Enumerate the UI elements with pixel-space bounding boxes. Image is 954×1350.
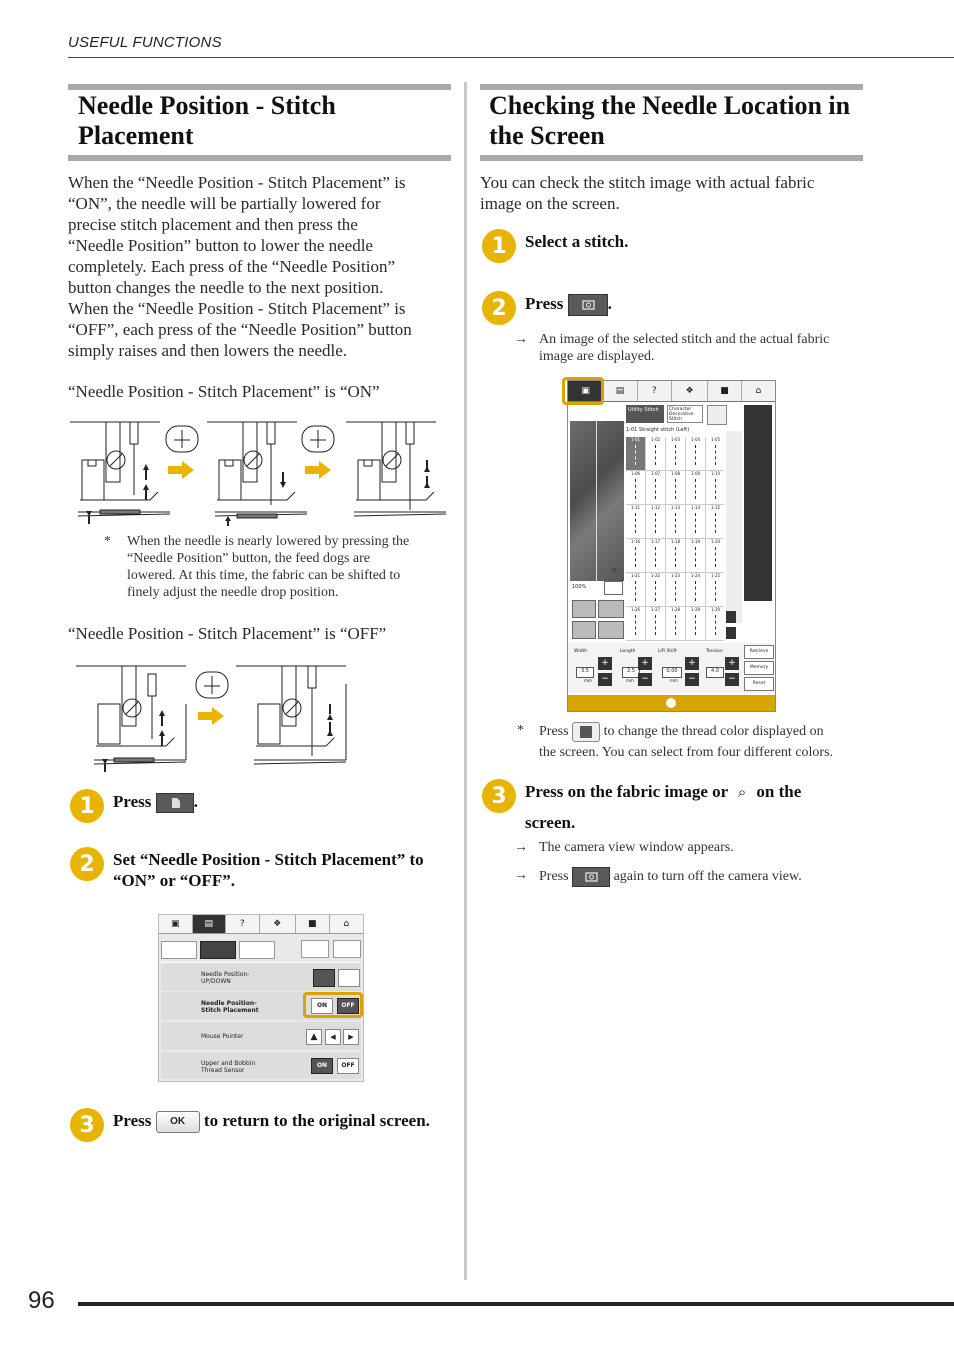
stitch-cell[interactable] bbox=[706, 437, 725, 470]
stitch-code: 1-02 bbox=[650, 437, 661, 442]
stitch-code: 1-09 bbox=[690, 471, 701, 476]
stitch-cell[interactable] bbox=[706, 471, 725, 504]
stitch-pattern-icon bbox=[635, 581, 637, 601]
thread-color-note: Press to change the thread color displayed on the screen. You can select from four different colors. bbox=[539, 722, 879, 761]
stitch-code: 1-16 bbox=[630, 539, 641, 544]
stitch-code: 1-22 bbox=[650, 573, 661, 578]
stitch-cell[interactable] bbox=[686, 437, 705, 470]
shift-plus-button[interactable]: + bbox=[685, 657, 699, 670]
stitch-grid bbox=[626, 437, 724, 641]
stitch-pattern-icon bbox=[655, 547, 657, 567]
stitch-cell[interactable] bbox=[706, 539, 725, 572]
stitch-code: 1-05 bbox=[710, 437, 721, 442]
stitch-pattern-icon bbox=[635, 615, 637, 635]
tension-plus-button[interactable]: + bbox=[725, 657, 739, 670]
stitch-cell[interactable] bbox=[666, 607, 685, 640]
stitch-cell[interactable] bbox=[686, 573, 705, 606]
lcd-bottom-bar bbox=[568, 695, 775, 711]
column-divider bbox=[464, 82, 467, 1280]
camera-tab-icon[interactable]: ▣ bbox=[568, 381, 603, 401]
stitch-pattern-icon bbox=[675, 615, 677, 635]
stitch-code: 1-20 bbox=[710, 539, 721, 544]
stitch-code: 1-28 bbox=[670, 607, 681, 612]
step-3-result-b: Press again to turn off the camera view. bbox=[539, 867, 802, 887]
stitch-icon-column bbox=[726, 431, 742, 623]
stitch-pattern-icon bbox=[675, 547, 677, 567]
stitch-cell[interactable] bbox=[626, 539, 645, 572]
home-tab-icon[interactable]: ⌂ bbox=[343, 919, 350, 929]
needle-on-illustration bbox=[70, 420, 450, 528]
stitch-code: 1-19 bbox=[690, 539, 701, 544]
needle-tab-icon[interactable]: ❖ bbox=[260, 915, 296, 933]
stitch-pattern-icon bbox=[655, 445, 657, 465]
sensor-off-button[interactable]: OFF bbox=[337, 1058, 359, 1074]
help-tab-icon[interactable]: ? bbox=[638, 381, 672, 401]
scroll-up-button[interactable] bbox=[726, 611, 736, 623]
stitch-pattern-icon bbox=[675, 445, 677, 465]
stitch-pattern-icon bbox=[655, 513, 657, 533]
arrow-marker: → bbox=[514, 840, 528, 855]
settings-row: Upper and Bobbin Thread Sensor ON OFF bbox=[161, 1052, 361, 1079]
stitch-cell[interactable] bbox=[666, 505, 685, 538]
shift-unit: mm bbox=[670, 678, 678, 683]
settings-screen bbox=[158, 914, 364, 1082]
settings-page-icon bbox=[157, 794, 193, 812]
magnify-icon[interactable]: ⌕ bbox=[612, 565, 617, 574]
stitch-code: 1-25 bbox=[710, 573, 721, 578]
stitch-code: 1-10 bbox=[710, 471, 721, 476]
stitch-pattern-icon bbox=[715, 445, 717, 465]
stitch-code: 1-03 bbox=[670, 437, 681, 442]
left-arrow-button[interactable]: ◀ bbox=[325, 1029, 341, 1045]
camera-button[interactable] bbox=[568, 294, 608, 316]
yellow-arrow bbox=[198, 707, 224, 725]
section-top-bar bbox=[480, 84, 863, 90]
tool-column bbox=[744, 405, 772, 601]
note-marker: * bbox=[517, 723, 524, 738]
view-button[interactable] bbox=[707, 405, 727, 425]
stitch-cell[interactable] bbox=[666, 539, 685, 572]
stitch-cell[interactable] bbox=[706, 607, 725, 640]
stitch-code: 1-29 bbox=[690, 607, 701, 612]
reset-button[interactable]: Reset bbox=[744, 677, 774, 691]
caption-off: “Needle Position - Stitch Placement” is “OFF” bbox=[68, 624, 387, 643]
tension-minus-button[interactable]: − bbox=[725, 673, 739, 686]
magnify-icon[interactable]: ⌕ bbox=[737, 783, 747, 801]
step-3-result-a: The camera view window appears. bbox=[539, 840, 734, 855]
width-plus-button[interactable]: + bbox=[598, 657, 612, 670]
step-3-number: 3 bbox=[70, 1108, 104, 1142]
right-intro: You can check the stitch image with actual fabric image on the screen. bbox=[480, 173, 815, 213]
lock-tab-icon[interactable]: ■ bbox=[708, 381, 741, 401]
off-button[interactable]: OFF bbox=[337, 998, 359, 1014]
stitch-pattern-icon bbox=[695, 581, 697, 601]
stitch-pattern-icon bbox=[635, 513, 637, 533]
home-tab-icon[interactable]: ⌂ bbox=[755, 386, 762, 396]
needle-up-down-button-2[interactable] bbox=[338, 969, 360, 987]
stitch-cell[interactable] bbox=[666, 471, 685, 504]
sensor-on-button[interactable]: ON bbox=[311, 1058, 333, 1074]
width-value: 3.5 bbox=[576, 667, 594, 678]
stitch-cell[interactable] bbox=[626, 471, 645, 504]
right-step-1-number: 1 bbox=[482, 229, 516, 263]
stitch-pattern-icon bbox=[655, 615, 657, 635]
page-number: 96 bbox=[28, 1287, 55, 1314]
settings-button[interactable] bbox=[156, 793, 194, 813]
fabric-image[interactable] bbox=[570, 421, 624, 581]
right-step-2-text: Press . bbox=[525, 293, 612, 316]
right-step-2-number: 2 bbox=[482, 291, 516, 325]
settings-row-stitch-placement: Needle Position- Stitch Placement ON OFF bbox=[161, 992, 361, 1020]
stitch-cell[interactable] bbox=[626, 573, 645, 606]
stitch-code: 1-24 bbox=[690, 573, 701, 578]
right-step-3-text: Press on the fabric image or ⌕ on the screen. bbox=[525, 782, 802, 832]
yellow-arrow bbox=[305, 461, 331, 479]
stitch-code: 1-04 bbox=[690, 437, 701, 442]
section-bottom-bar bbox=[480, 155, 863, 161]
stitch-code: 1-11 bbox=[630, 505, 641, 510]
stitch-pattern-icon bbox=[675, 513, 677, 533]
stitch-code: 1-01 bbox=[630, 437, 641, 442]
stitch-pattern-icon bbox=[715, 513, 717, 533]
stitch-pattern-icon bbox=[715, 479, 717, 499]
camera-icon bbox=[573, 868, 609, 886]
stitch-pattern-icon bbox=[675, 581, 677, 601]
stitch-pattern-icon bbox=[695, 615, 697, 635]
stitch-code: 1-30 bbox=[710, 607, 721, 612]
presser-foot-2 bbox=[207, 422, 307, 518]
stitch-cell[interactable] bbox=[646, 505, 665, 538]
stitch-pattern-icon bbox=[655, 479, 657, 499]
presser-foot-3 bbox=[346, 422, 446, 516]
thread-color-button[interactable] bbox=[604, 581, 623, 595]
stitch-cell[interactable] bbox=[706, 505, 725, 538]
stitch-code: 1-07 bbox=[650, 471, 661, 476]
needle-up-down-button-1[interactable] bbox=[313, 969, 335, 987]
stitch-pattern-icon bbox=[635, 547, 637, 567]
step-1-number: 1 bbox=[70, 789, 104, 823]
stitch-cell[interactable] bbox=[646, 471, 665, 504]
page-down-button[interactable] bbox=[333, 940, 361, 958]
shift-label: L/R Shift bbox=[658, 649, 677, 654]
stitch-cell[interactable] bbox=[646, 437, 665, 470]
stitch-pattern-icon bbox=[655, 581, 657, 601]
intro-paragraph: When the “Needle Position - Stitch Placement” is “ON”, the needle will be partially lowered for precise stitch placement and then press the “Needle Position” button to lower the needle completely. Each press of the “Needle Position” button changes the needle to the next position. When the “Needle Position - Stitch Placement” is “OFF”, each press of the “Needle Position” button simply raises and then lowers the needle. bbox=[68, 173, 412, 360]
stitch-cell[interactable] bbox=[646, 607, 665, 640]
stitch-code: 1-15 bbox=[710, 505, 721, 510]
stitch-cell[interactable] bbox=[686, 505, 705, 538]
stitch-code: 1-23 bbox=[670, 573, 681, 578]
step-2-text: Set “Needle Position - Stitch Placement” to “ON” or “OFF”. bbox=[113, 850, 424, 890]
lcd-screen bbox=[567, 380, 776, 712]
section-top-bar bbox=[68, 84, 451, 90]
length-minus-button[interactable]: − bbox=[638, 673, 652, 686]
length-plus-button[interactable]: + bbox=[638, 657, 652, 670]
presser-foot-1 bbox=[70, 422, 170, 516]
step-3-text: Press OK to return to the original screen. bbox=[113, 1110, 430, 1133]
needle-off-illustration bbox=[76, 664, 356, 774]
settings-tab-icon[interactable]: ▤ bbox=[603, 381, 637, 401]
stitch-pattern-icon bbox=[695, 547, 697, 567]
shift-value: 0.00 bbox=[662, 667, 682, 678]
scroll-indicator-icon bbox=[666, 698, 676, 708]
utility-stitch-tab[interactable]: Utility Stitch bbox=[626, 405, 664, 423]
caption-on: “Needle Position - Stitch Placement” is “ON” bbox=[68, 382, 380, 401]
footer-rule bbox=[78, 1302, 954, 1306]
stitch-cell[interactable] bbox=[626, 607, 645, 640]
yellow-arrow bbox=[168, 461, 194, 479]
length-label: Length bbox=[620, 649, 636, 654]
stitch-code: 1-13 bbox=[670, 505, 681, 510]
step-1-text: Press . bbox=[113, 791, 198, 813]
stitch-cell[interactable] bbox=[706, 573, 725, 606]
needle-drop-line bbox=[596, 421, 597, 581]
stitch-pattern-icon bbox=[695, 445, 697, 465]
stitch-cell[interactable] bbox=[686, 607, 705, 640]
section-title-needle-position: Needle Position - Stitch Placement bbox=[78, 91, 336, 150]
stitch-pattern-icon bbox=[695, 513, 697, 533]
down-button[interactable] bbox=[598, 621, 624, 639]
pointer-icon[interactable]: ▲ bbox=[306, 1029, 322, 1045]
highlight-frame bbox=[562, 377, 604, 405]
scissors-button[interactable] bbox=[598, 600, 624, 618]
right-arrow-button[interactable]: ▶ bbox=[343, 1029, 359, 1045]
stitch-pattern-icon bbox=[715, 547, 717, 567]
length-unit: mm bbox=[626, 678, 634, 683]
stitch-pattern-icon bbox=[715, 581, 717, 601]
tension-label: Tension bbox=[706, 649, 723, 654]
width-label: Width bbox=[574, 649, 588, 654]
needle-button[interactable] bbox=[572, 621, 596, 639]
stitch-code: 1-17 bbox=[650, 539, 661, 544]
page-tab-3[interactable] bbox=[239, 941, 275, 959]
stitch-code: 1-18 bbox=[670, 539, 681, 544]
footnote-text: When the needle is nearly lowered by pressing the “Needle Position” button, the feed dogs are lowered. At this time, the fabric can be shifted to finely adjust the needle drop position. bbox=[127, 534, 410, 600]
stitch-code: 1-06 bbox=[630, 471, 641, 476]
zoom-level: 100% bbox=[572, 584, 587, 590]
right-step-1-text: Select a stitch. bbox=[525, 232, 629, 251]
settings-tab-icon[interactable]: ▤ bbox=[193, 915, 227, 933]
section-title-needle-location: Checking the Needle Location in the Screen bbox=[489, 91, 851, 150]
page-tab-2[interactable] bbox=[200, 941, 236, 959]
stitch-code: 1-21 bbox=[630, 573, 641, 578]
settings-row: Needle Position- UP/DOWN bbox=[161, 962, 361, 991]
stitch-cell[interactable] bbox=[626, 505, 645, 538]
settings-row: Mouse Pointer ▲ ◀ ▶ bbox=[161, 1022, 361, 1050]
step-2-number: 2 bbox=[70, 847, 104, 881]
width-unit: mm bbox=[584, 678, 592, 683]
arrow-marker: → bbox=[514, 332, 528, 347]
thread-color-icon[interactable] bbox=[572, 722, 600, 742]
camera-tab-icon[interactable]: ▣ bbox=[159, 915, 193, 933]
settings-page-tabs bbox=[161, 941, 275, 959]
retrieve-button[interactable]: Retrieve bbox=[744, 645, 774, 659]
stitch-cell[interactable] bbox=[626, 437, 645, 470]
memory-button[interactable]: Memory bbox=[744, 661, 774, 675]
shift-minus-button[interactable]: − bbox=[685, 673, 699, 686]
stitch-cell[interactable] bbox=[686, 471, 705, 504]
stitch-code: 1-27 bbox=[650, 607, 661, 612]
on-button[interactable]: ON bbox=[311, 998, 333, 1014]
stitch-cell[interactable] bbox=[646, 573, 665, 606]
character-decorative-tab[interactable]: Character Decorative Stitch bbox=[667, 405, 703, 423]
presser-foot-button[interactable] bbox=[572, 600, 596, 618]
ok-button[interactable]: OK bbox=[156, 1111, 200, 1133]
lock-tab-icon[interactable]: ■ bbox=[296, 915, 330, 933]
page-up-button[interactable] bbox=[301, 940, 329, 958]
tension-value: 4.0 bbox=[706, 667, 724, 678]
selected-stitch: 1-01 Straight stitch (Left) bbox=[626, 427, 690, 433]
stitch-code: 1-12 bbox=[650, 505, 661, 510]
page-tab-1[interactable] bbox=[161, 941, 197, 959]
stitch-cell[interactable] bbox=[666, 573, 685, 606]
camera-button[interactable] bbox=[572, 867, 610, 887]
stitch-pattern-icon bbox=[635, 479, 637, 499]
step-2-result: An image of the selected stitch and the actual fabric image are displayed. bbox=[539, 332, 830, 364]
running-header: USEFUL FUNCTIONS bbox=[68, 34, 222, 51]
stitch-code: 1-26 bbox=[630, 607, 641, 612]
setting-bar bbox=[568, 643, 775, 693]
stitch-pattern-icon bbox=[695, 479, 697, 499]
length-value: 2.5 bbox=[622, 667, 640, 678]
camera-icon bbox=[569, 295, 607, 315]
stitch-cell[interactable] bbox=[686, 539, 705, 572]
stitch-pattern-icon bbox=[635, 445, 637, 465]
stitch-cell[interactable] bbox=[666, 437, 685, 470]
stitch-code: 1-14 bbox=[690, 505, 701, 510]
width-minus-button[interactable]: − bbox=[598, 673, 612, 686]
header-rule bbox=[68, 57, 954, 58]
stitch-pattern-icon bbox=[715, 615, 717, 635]
stitch-code: 1-08 bbox=[670, 471, 681, 476]
scroll-down-button[interactable] bbox=[726, 627, 736, 639]
arrow-marker: → bbox=[514, 868, 528, 883]
section-bottom-bar bbox=[68, 155, 451, 161]
right-step-3-number: 3 bbox=[482, 779, 516, 813]
help-tab-icon[interactable]: ? bbox=[226, 915, 260, 933]
needle-tab-icon[interactable]: ❖ bbox=[672, 381, 708, 401]
footnote-marker: * bbox=[104, 534, 111, 549]
settings-tab-bar bbox=[159, 915, 363, 934]
stitch-pattern-icon bbox=[675, 479, 677, 499]
stitch-cell[interactable] bbox=[646, 539, 665, 572]
